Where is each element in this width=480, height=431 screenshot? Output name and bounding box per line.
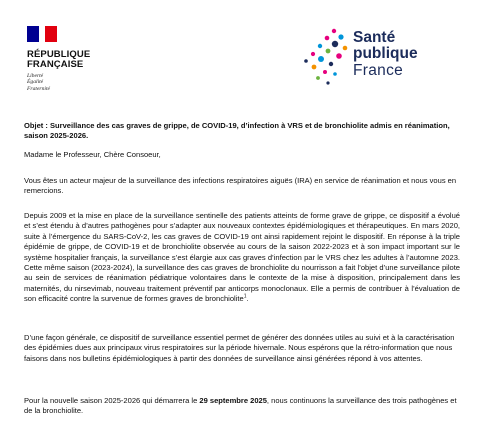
- letter-paragraph-1: Vous êtes un acteur majeur de la surveillance des infections respiratoires aiguës (IRA) en service de réanimation et nous vous en remercions.: [24, 176, 457, 196]
- spf-line-publique: publique: [353, 45, 418, 62]
- republique-francaise-logo: [27, 26, 137, 92]
- republique-title-line1: RÉPUBLIQUE: [27, 49, 91, 60]
- motto-liberte: Liberté: [27, 73, 44, 79]
- letter-paragraph-4: [24, 396, 460, 417]
- letter-paragraph-3: D’une façon générale, ce dispositif de surveillance essentiel permet de générer des données utiles au suivi et à la caractérisation des épidémies dues aux principaux virus respiratoires sur la période hivernale. Nous espérons que la rétro-information que nous faisons dans nos bulletins épidémiologiques à partir des données de surveillance ainsi générées répond à vos attentes.: [24, 333, 455, 363]
- spf-line-france: France: [353, 62, 404, 79]
- footnote-marker: 1: [243, 293, 247, 300]
- motto-fraternite: Fraternité: [27, 85, 50, 92]
- paragraph-4-before: Pour la nouvelle saison 2025-2026 qui démarrera le: [24, 396, 200, 405]
- motto-egalite: Égalité: [27, 79, 44, 86]
- sante-publique-france-logo: [301, 26, 451, 96]
- republique-title-line2: FRANÇAISE: [27, 59, 84, 70]
- republique-title: [27, 50, 137, 70]
- letter-greeting: Madame le Professeur, Chère Consoeur,: [24, 150, 161, 159]
- paragraph-2-text: Depuis 2009 et la mise en place de la surveillance sentinelle des patients atteints de forme grave de grippe, ce dispositif a évolué et s’est étendu à d’autres pathogènes pour s’adapter aux nouveaux contextes épidémiologiques et thérapeutiques. En mars 2020, suite à l’émergence du SARS-CoV-2, les cas graves de COVID-19 ont ainsi rapidement rejoint le dispositif. En réponse à la triple épidémie de grippe, de COVID-19 et de bronchiolite observée au cours de la saison 2022-2023 et à son impact important sur le système hospitalier français, la surveillance s’est élargie aux cas graves d’infection par le VRS chez les adultes à l’automne 2023. Cette même saison (2023-2024), la surveillance des cas graves de bronchiolite du nourrisson a fait l’objet d’une surveillance pilote au sein de services de réanimation pédiatrique volontaires dans le contexte de la mise à disposition, principalement dans les maternités, du nirsevimab, nouveau traitement préventif par anticorps monoclonaux. Elle a permis de contribuer à l’évaluation de son efficacité contre la survenue de formes graves de bronchiolite: [24, 211, 460, 304]
- start-date: 29 septembre 2025: [199, 396, 267, 405]
- marianne-flag-icon: [27, 26, 57, 48]
- republique-motto: [27, 73, 137, 92]
- spf-wordmark: [353, 30, 418, 79]
- letter-subject: Objet : Surveillance des cas graves de grippe, de COVID-19, d’infection à VRS et de bronchiolite admis en réanimation, saison 2025-2026.: [24, 121, 450, 141]
- spf-dots-icon: [301, 26, 353, 88]
- spf-line-sante: Santé: [353, 29, 396, 46]
- paragraph-4-after: , nous continuons la surveillance des trois pathogènes et de la bronchiolite.: [24, 396, 457, 416]
- paragraph-2-end: .: [246, 294, 249, 304]
- letter-paragraph-2: [24, 211, 460, 305]
